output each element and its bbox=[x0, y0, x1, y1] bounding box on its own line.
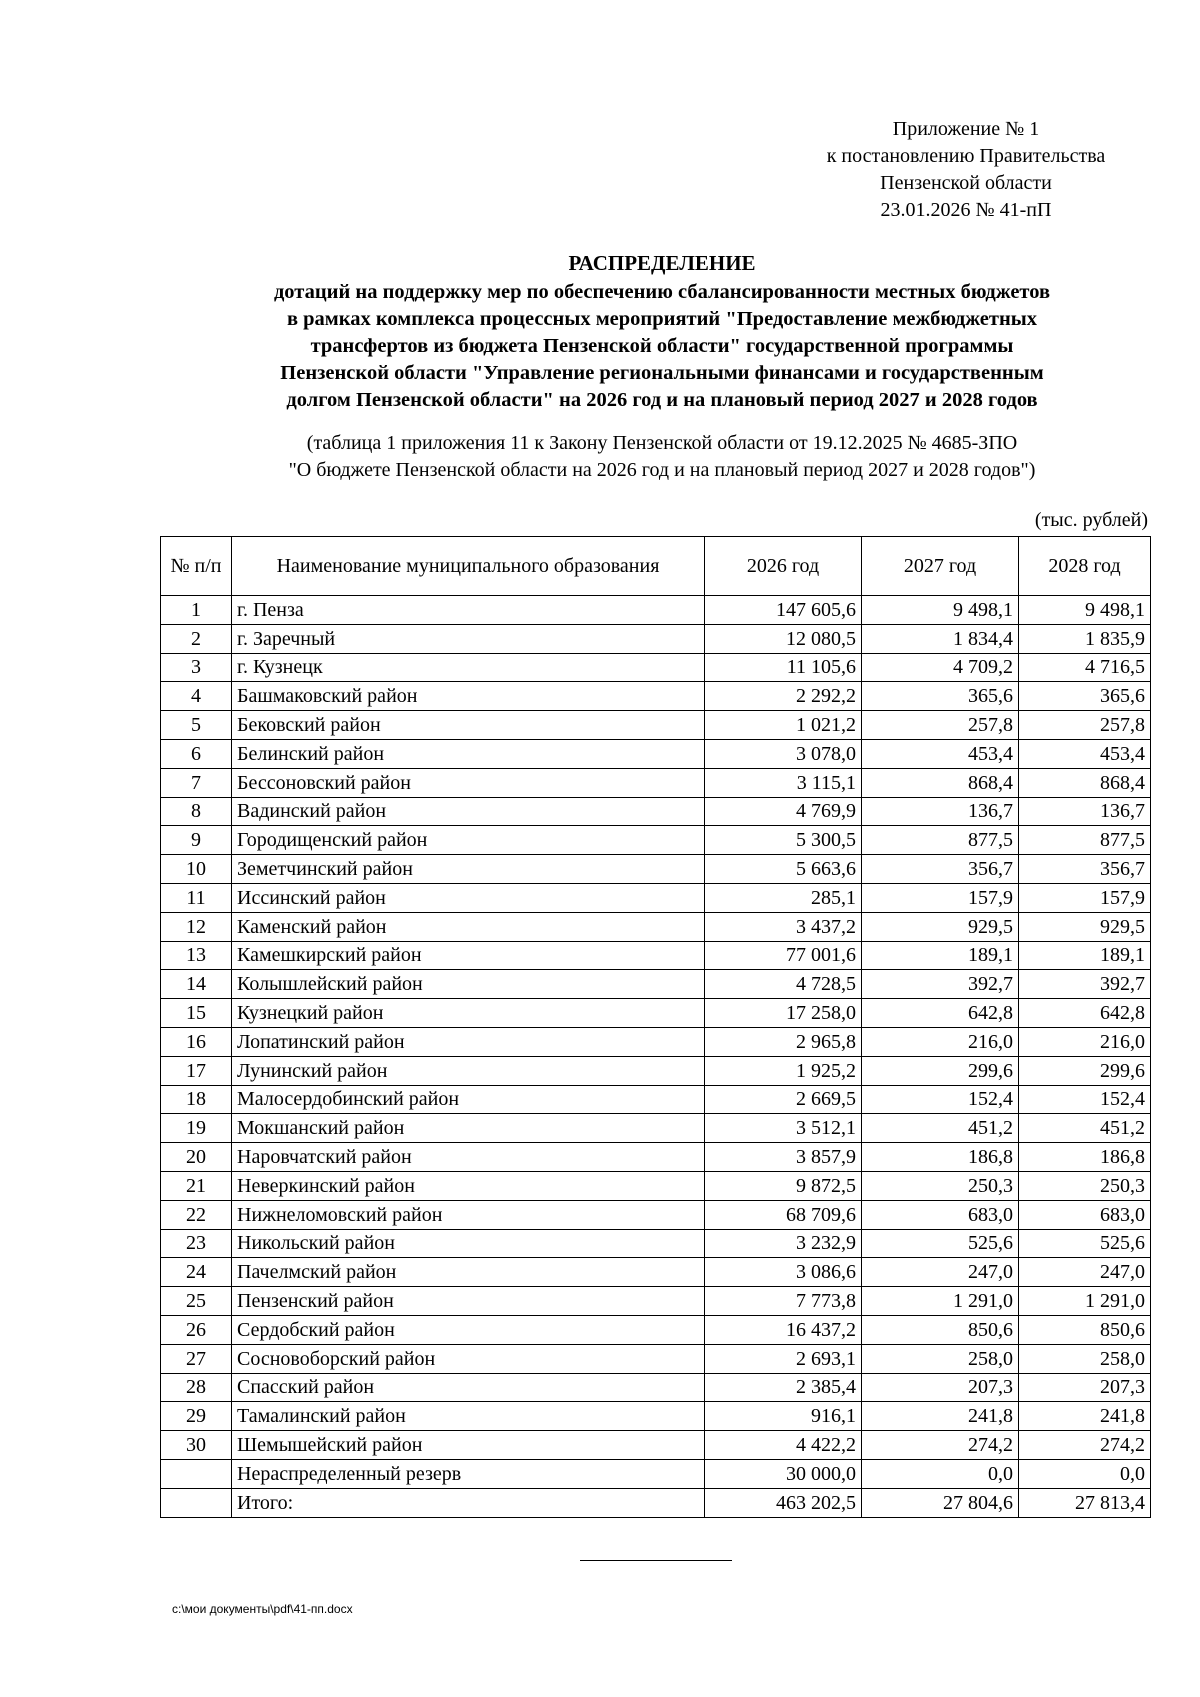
row-2028: 525,6 bbox=[1019, 1229, 1151, 1258]
table-row bbox=[161, 682, 1151, 711]
row-2027: 451,2 bbox=[862, 1114, 1019, 1143]
row-2028: 453,4 bbox=[1019, 739, 1151, 768]
distribution-table bbox=[160, 536, 1151, 1518]
table-row bbox=[161, 855, 1151, 884]
row-2027: 392,7 bbox=[862, 970, 1019, 999]
row-num: 29 bbox=[161, 1402, 232, 1431]
row-2028: 241,8 bbox=[1019, 1402, 1151, 1431]
row-2026: 7 773,8 bbox=[705, 1287, 862, 1316]
row-2027: 27 804,6 bbox=[862, 1488, 1019, 1517]
row-2027: 247,0 bbox=[862, 1258, 1019, 1287]
row-num: 1 bbox=[161, 596, 232, 625]
table-row bbox=[161, 711, 1151, 740]
row-2026: 4 728,5 bbox=[705, 970, 862, 999]
table-row bbox=[161, 1171, 1151, 1200]
row-name: Никольский район bbox=[232, 1229, 705, 1258]
table-row bbox=[161, 739, 1151, 768]
row-2026: 16 437,2 bbox=[705, 1315, 862, 1344]
table-row bbox=[161, 1114, 1151, 1143]
row-num: 16 bbox=[161, 1027, 232, 1056]
row-2026: 3 857,9 bbox=[705, 1143, 862, 1172]
row-num: 7 bbox=[161, 768, 232, 797]
row-name: г. Кузнецк bbox=[232, 653, 705, 682]
row-2028: 186,8 bbox=[1019, 1143, 1151, 1172]
footer-divider bbox=[580, 1560, 732, 1561]
row-2026: 4 422,2 bbox=[705, 1431, 862, 1460]
title-line: долгом Пензенской области" на 2026 год и на плановый период 2027 и 2028 годов bbox=[286, 389, 1038, 411]
row-name: Бессоновский район bbox=[232, 768, 705, 797]
row-2027: 683,0 bbox=[862, 1200, 1019, 1229]
row-num: 24 bbox=[161, 1258, 232, 1287]
row-2028: 683,0 bbox=[1019, 1200, 1151, 1229]
row-2026: 3 078,0 bbox=[705, 739, 862, 768]
row-num: 19 bbox=[161, 1114, 232, 1143]
row-2028: 157,9 bbox=[1019, 883, 1151, 912]
subtitle-line: "О бюджете Пензенской области на 2026 год и на плановый период 2027 и 2028 годов") bbox=[288, 459, 1036, 481]
row-2028: 136,7 bbox=[1019, 797, 1151, 826]
row-2028: 0,0 bbox=[1019, 1459, 1151, 1488]
row-num: 20 bbox=[161, 1143, 232, 1172]
row-num: 4 bbox=[161, 682, 232, 711]
row-2027: 4 709,2 bbox=[862, 653, 1019, 682]
table-row bbox=[161, 912, 1151, 941]
table-row bbox=[161, 941, 1151, 970]
row-2028: 250,3 bbox=[1019, 1171, 1151, 1200]
row-num: 13 bbox=[161, 941, 232, 970]
table-row bbox=[161, 1287, 1151, 1316]
attachment-header bbox=[780, 116, 1152, 224]
row-2028: 152,4 bbox=[1019, 1085, 1151, 1114]
row-2026: 1 925,2 bbox=[705, 1056, 862, 1085]
row-2026: 5 663,6 bbox=[705, 855, 862, 884]
row-name: Итого: bbox=[232, 1488, 705, 1517]
title-line: дотаций на поддержку мер по обеспечению сбалансированности местных бюджетов bbox=[273, 281, 1051, 303]
row-2026: 4 769,9 bbox=[705, 797, 862, 826]
row-name: Нижнеломовский район bbox=[232, 1200, 705, 1229]
table-body bbox=[161, 596, 1151, 1518]
row-num: 5 bbox=[161, 711, 232, 740]
row-name: Колышлейский район bbox=[232, 970, 705, 999]
row-2027: 136,7 bbox=[862, 797, 1019, 826]
row-num: 18 bbox=[161, 1085, 232, 1114]
row-2028: 850,6 bbox=[1019, 1315, 1151, 1344]
row-name: Городищенский район bbox=[232, 826, 705, 855]
table-row bbox=[161, 999, 1151, 1028]
row-2026: 1 021,2 bbox=[705, 711, 862, 740]
row-2027: 356,7 bbox=[862, 855, 1019, 884]
row-name: Неверкинский район bbox=[232, 1171, 705, 1200]
row-2028: 1 835,9 bbox=[1019, 624, 1151, 653]
row-num: 21 bbox=[161, 1171, 232, 1200]
row-2028: 642,8 bbox=[1019, 999, 1151, 1028]
row-2027: 9 498,1 bbox=[862, 596, 1019, 625]
row-num: 25 bbox=[161, 1287, 232, 1316]
row-num: 15 bbox=[161, 999, 232, 1028]
row-num: 2 bbox=[161, 624, 232, 653]
row-name: Лунинский район bbox=[232, 1056, 705, 1085]
table-row bbox=[161, 826, 1151, 855]
row-2026: 2 292,2 bbox=[705, 682, 862, 711]
row-name: Малосердобинский район bbox=[232, 1085, 705, 1114]
row-name: Земетчинский район bbox=[232, 855, 705, 884]
table-row bbox=[161, 1143, 1151, 1172]
table-row bbox=[161, 1315, 1151, 1344]
row-2027: 250,3 bbox=[862, 1171, 1019, 1200]
row-2026: 12 080,5 bbox=[705, 624, 862, 653]
row-name: Сердобский район bbox=[232, 1315, 705, 1344]
row-2028: 392,7 bbox=[1019, 970, 1151, 999]
header-2027: 2027 год bbox=[862, 537, 1019, 596]
row-num: 10 bbox=[161, 855, 232, 884]
row-2027: 241,8 bbox=[862, 1402, 1019, 1431]
row-2026: 2 965,8 bbox=[705, 1027, 862, 1056]
row-num bbox=[161, 1488, 232, 1517]
table-row bbox=[161, 970, 1151, 999]
table-row bbox=[161, 797, 1151, 826]
row-num: 23 bbox=[161, 1229, 232, 1258]
row-num: 28 bbox=[161, 1373, 232, 1402]
row-name: Башмаковский район bbox=[232, 682, 705, 711]
row-2026: 11 105,6 bbox=[705, 653, 862, 682]
row-2026: 68 709,6 bbox=[705, 1200, 862, 1229]
table-row bbox=[161, 1056, 1151, 1085]
row-name: Нераспределенный резерв bbox=[232, 1459, 705, 1488]
row-2027: 186,8 bbox=[862, 1143, 1019, 1172]
table-row bbox=[161, 653, 1151, 682]
table-row bbox=[161, 624, 1151, 653]
row-2026: 2 693,1 bbox=[705, 1344, 862, 1373]
row-2027: 299,6 bbox=[862, 1056, 1019, 1085]
table-row bbox=[161, 596, 1151, 625]
attachment-line: 23.01.2026 № 41-пП bbox=[880, 199, 1052, 221]
row-2026: 3 512,1 bbox=[705, 1114, 862, 1143]
row-2027: 642,8 bbox=[862, 999, 1019, 1028]
row-2027: 525,6 bbox=[862, 1229, 1019, 1258]
table-row bbox=[161, 1373, 1151, 1402]
row-name: Шемышейский район bbox=[232, 1431, 705, 1460]
document-subtitle bbox=[120, 430, 1200, 484]
row-name: Белинский район bbox=[232, 739, 705, 768]
row-2027: 1 291,0 bbox=[862, 1287, 1019, 1316]
row-2028: 274,2 bbox=[1019, 1431, 1151, 1460]
row-name: Лопатинский район bbox=[232, 1027, 705, 1056]
row-2027: 0,0 bbox=[862, 1459, 1019, 1488]
row-name: Иссинский район bbox=[232, 883, 705, 912]
row-name: Бековский район bbox=[232, 711, 705, 740]
row-2026: 30 000,0 bbox=[705, 1459, 862, 1488]
table-row bbox=[161, 1229, 1151, 1258]
row-name: Каменский район bbox=[232, 912, 705, 941]
row-2028: 1 291,0 bbox=[1019, 1287, 1151, 1316]
row-2027: 365,6 bbox=[862, 682, 1019, 711]
row-2028: 356,7 bbox=[1019, 855, 1151, 884]
table-row bbox=[161, 883, 1151, 912]
row-2027: 216,0 bbox=[862, 1027, 1019, 1056]
row-2027: 1 834,4 bbox=[862, 624, 1019, 653]
title-line: трансфертов из бюджета Пензенской области" государственной программы bbox=[310, 335, 1014, 357]
table-row bbox=[161, 1431, 1151, 1460]
row-name: Камешкирский район bbox=[232, 941, 705, 970]
row-2028: 207,3 bbox=[1019, 1373, 1151, 1402]
row-2027: 258,0 bbox=[862, 1344, 1019, 1373]
row-2027: 189,1 bbox=[862, 941, 1019, 970]
title-main: РАСПРЕДЕЛЕНИЕ bbox=[568, 251, 756, 275]
row-2028: 451,2 bbox=[1019, 1114, 1151, 1143]
table-row bbox=[161, 1027, 1151, 1056]
row-2028: 868,4 bbox=[1019, 768, 1151, 797]
row-2026: 147 605,6 bbox=[705, 596, 862, 625]
attachment-line: к постановлению Правительства bbox=[826, 145, 1106, 167]
row-name: г. Заречный bbox=[232, 624, 705, 653]
row-2027: 207,3 bbox=[862, 1373, 1019, 1402]
table-row bbox=[161, 1459, 1151, 1488]
row-name: Пензенский район bbox=[232, 1287, 705, 1316]
subtitle-line: (таблица 1 приложения 11 к Закону Пензенской области от 19.12.2025 № 4685-ЗПО bbox=[306, 432, 1018, 454]
row-name: Мокшанский район bbox=[232, 1114, 705, 1143]
row-2026: 9 872,5 bbox=[705, 1171, 862, 1200]
document-title bbox=[120, 250, 1200, 414]
row-2028: 4 716,5 bbox=[1019, 653, 1151, 682]
table-row bbox=[161, 1085, 1151, 1114]
row-2026: 916,1 bbox=[705, 1402, 862, 1431]
row-2028: 247,0 bbox=[1019, 1258, 1151, 1287]
file-path: c:\мои документы\pdf\41-пп.docx bbox=[172, 1602, 353, 1616]
table-row bbox=[161, 768, 1151, 797]
row-2028: 216,0 bbox=[1019, 1027, 1151, 1056]
table-row bbox=[161, 1258, 1151, 1287]
row-name: Наровчатский район bbox=[232, 1143, 705, 1172]
row-name: Сосновоборский район bbox=[232, 1344, 705, 1373]
row-2028: 877,5 bbox=[1019, 826, 1151, 855]
table-row bbox=[161, 1344, 1151, 1373]
table-row bbox=[161, 1488, 1151, 1517]
row-2026: 3 086,6 bbox=[705, 1258, 862, 1287]
row-num: 14 bbox=[161, 970, 232, 999]
row-2026: 3 437,2 bbox=[705, 912, 862, 941]
row-2026: 3 232,9 bbox=[705, 1229, 862, 1258]
row-num bbox=[161, 1459, 232, 1488]
row-num: 8 bbox=[161, 797, 232, 826]
row-2026: 463 202,5 bbox=[705, 1488, 862, 1517]
row-name: Пачелмский район bbox=[232, 1258, 705, 1287]
row-num: 9 bbox=[161, 826, 232, 855]
row-num: 26 bbox=[161, 1315, 232, 1344]
row-2028: 365,6 bbox=[1019, 682, 1151, 711]
row-2027: 868,4 bbox=[862, 768, 1019, 797]
row-num: 27 bbox=[161, 1344, 232, 1373]
table-header-row bbox=[161, 537, 1151, 596]
header-2026: 2026 год bbox=[705, 537, 862, 596]
row-2028: 27 813,4 bbox=[1019, 1488, 1151, 1517]
header-name: Наименование муниципального образования bbox=[232, 537, 705, 596]
row-2027: 157,9 bbox=[862, 883, 1019, 912]
title-line: в рамках комплекса процессных мероприятий "Предоставление межбюджетных bbox=[286, 308, 1038, 330]
row-num: 11 bbox=[161, 883, 232, 912]
row-name: Тамалинский район bbox=[232, 1402, 705, 1431]
header-num: № п/п bbox=[161, 537, 232, 596]
row-2026: 2 385,4 bbox=[705, 1373, 862, 1402]
row-num: 30 bbox=[161, 1431, 232, 1460]
row-2028: 189,1 bbox=[1019, 941, 1151, 970]
row-name: г. Пенза bbox=[232, 596, 705, 625]
units-label: (тыс. рублей) bbox=[1034, 509, 1148, 531]
row-2028: 258,0 bbox=[1019, 1344, 1151, 1373]
table-row bbox=[161, 1200, 1151, 1229]
row-num: 22 bbox=[161, 1200, 232, 1229]
row-2027: 877,5 bbox=[862, 826, 1019, 855]
row-2027: 850,6 bbox=[862, 1315, 1019, 1344]
row-2026: 17 258,0 bbox=[705, 999, 862, 1028]
row-2026: 2 669,5 bbox=[705, 1085, 862, 1114]
row-2027: 453,4 bbox=[862, 739, 1019, 768]
row-2026: 77 001,6 bbox=[705, 941, 862, 970]
row-2027: 257,8 bbox=[862, 711, 1019, 740]
row-num: 17 bbox=[161, 1056, 232, 1085]
header-2028: 2028 год bbox=[1019, 537, 1151, 596]
row-2027: 929,5 bbox=[862, 912, 1019, 941]
attachment-line: Приложение № 1 bbox=[892, 118, 1040, 140]
row-name: Спасский район bbox=[232, 1373, 705, 1402]
row-name: Вадинский район bbox=[232, 797, 705, 826]
title-line: Пензенской области "Управление региональными финансами и государственным bbox=[280, 362, 1044, 384]
row-2026: 3 115,1 bbox=[705, 768, 862, 797]
row-num: 12 bbox=[161, 912, 232, 941]
row-2026: 285,1 bbox=[705, 883, 862, 912]
row-name: Кузнецкий район bbox=[232, 999, 705, 1028]
row-2028: 929,5 bbox=[1019, 912, 1151, 941]
row-num: 3 bbox=[161, 653, 232, 682]
row-2027: 152,4 bbox=[862, 1085, 1019, 1114]
table-row bbox=[161, 1402, 1151, 1431]
attachment-line: Пензенской области bbox=[880, 172, 1052, 194]
row-num: 6 bbox=[161, 739, 232, 768]
row-2028: 299,6 bbox=[1019, 1056, 1151, 1085]
row-2027: 274,2 bbox=[862, 1431, 1019, 1460]
row-2028: 257,8 bbox=[1019, 711, 1151, 740]
row-2026: 5 300,5 bbox=[705, 826, 862, 855]
row-2028: 9 498,1 bbox=[1019, 596, 1151, 625]
